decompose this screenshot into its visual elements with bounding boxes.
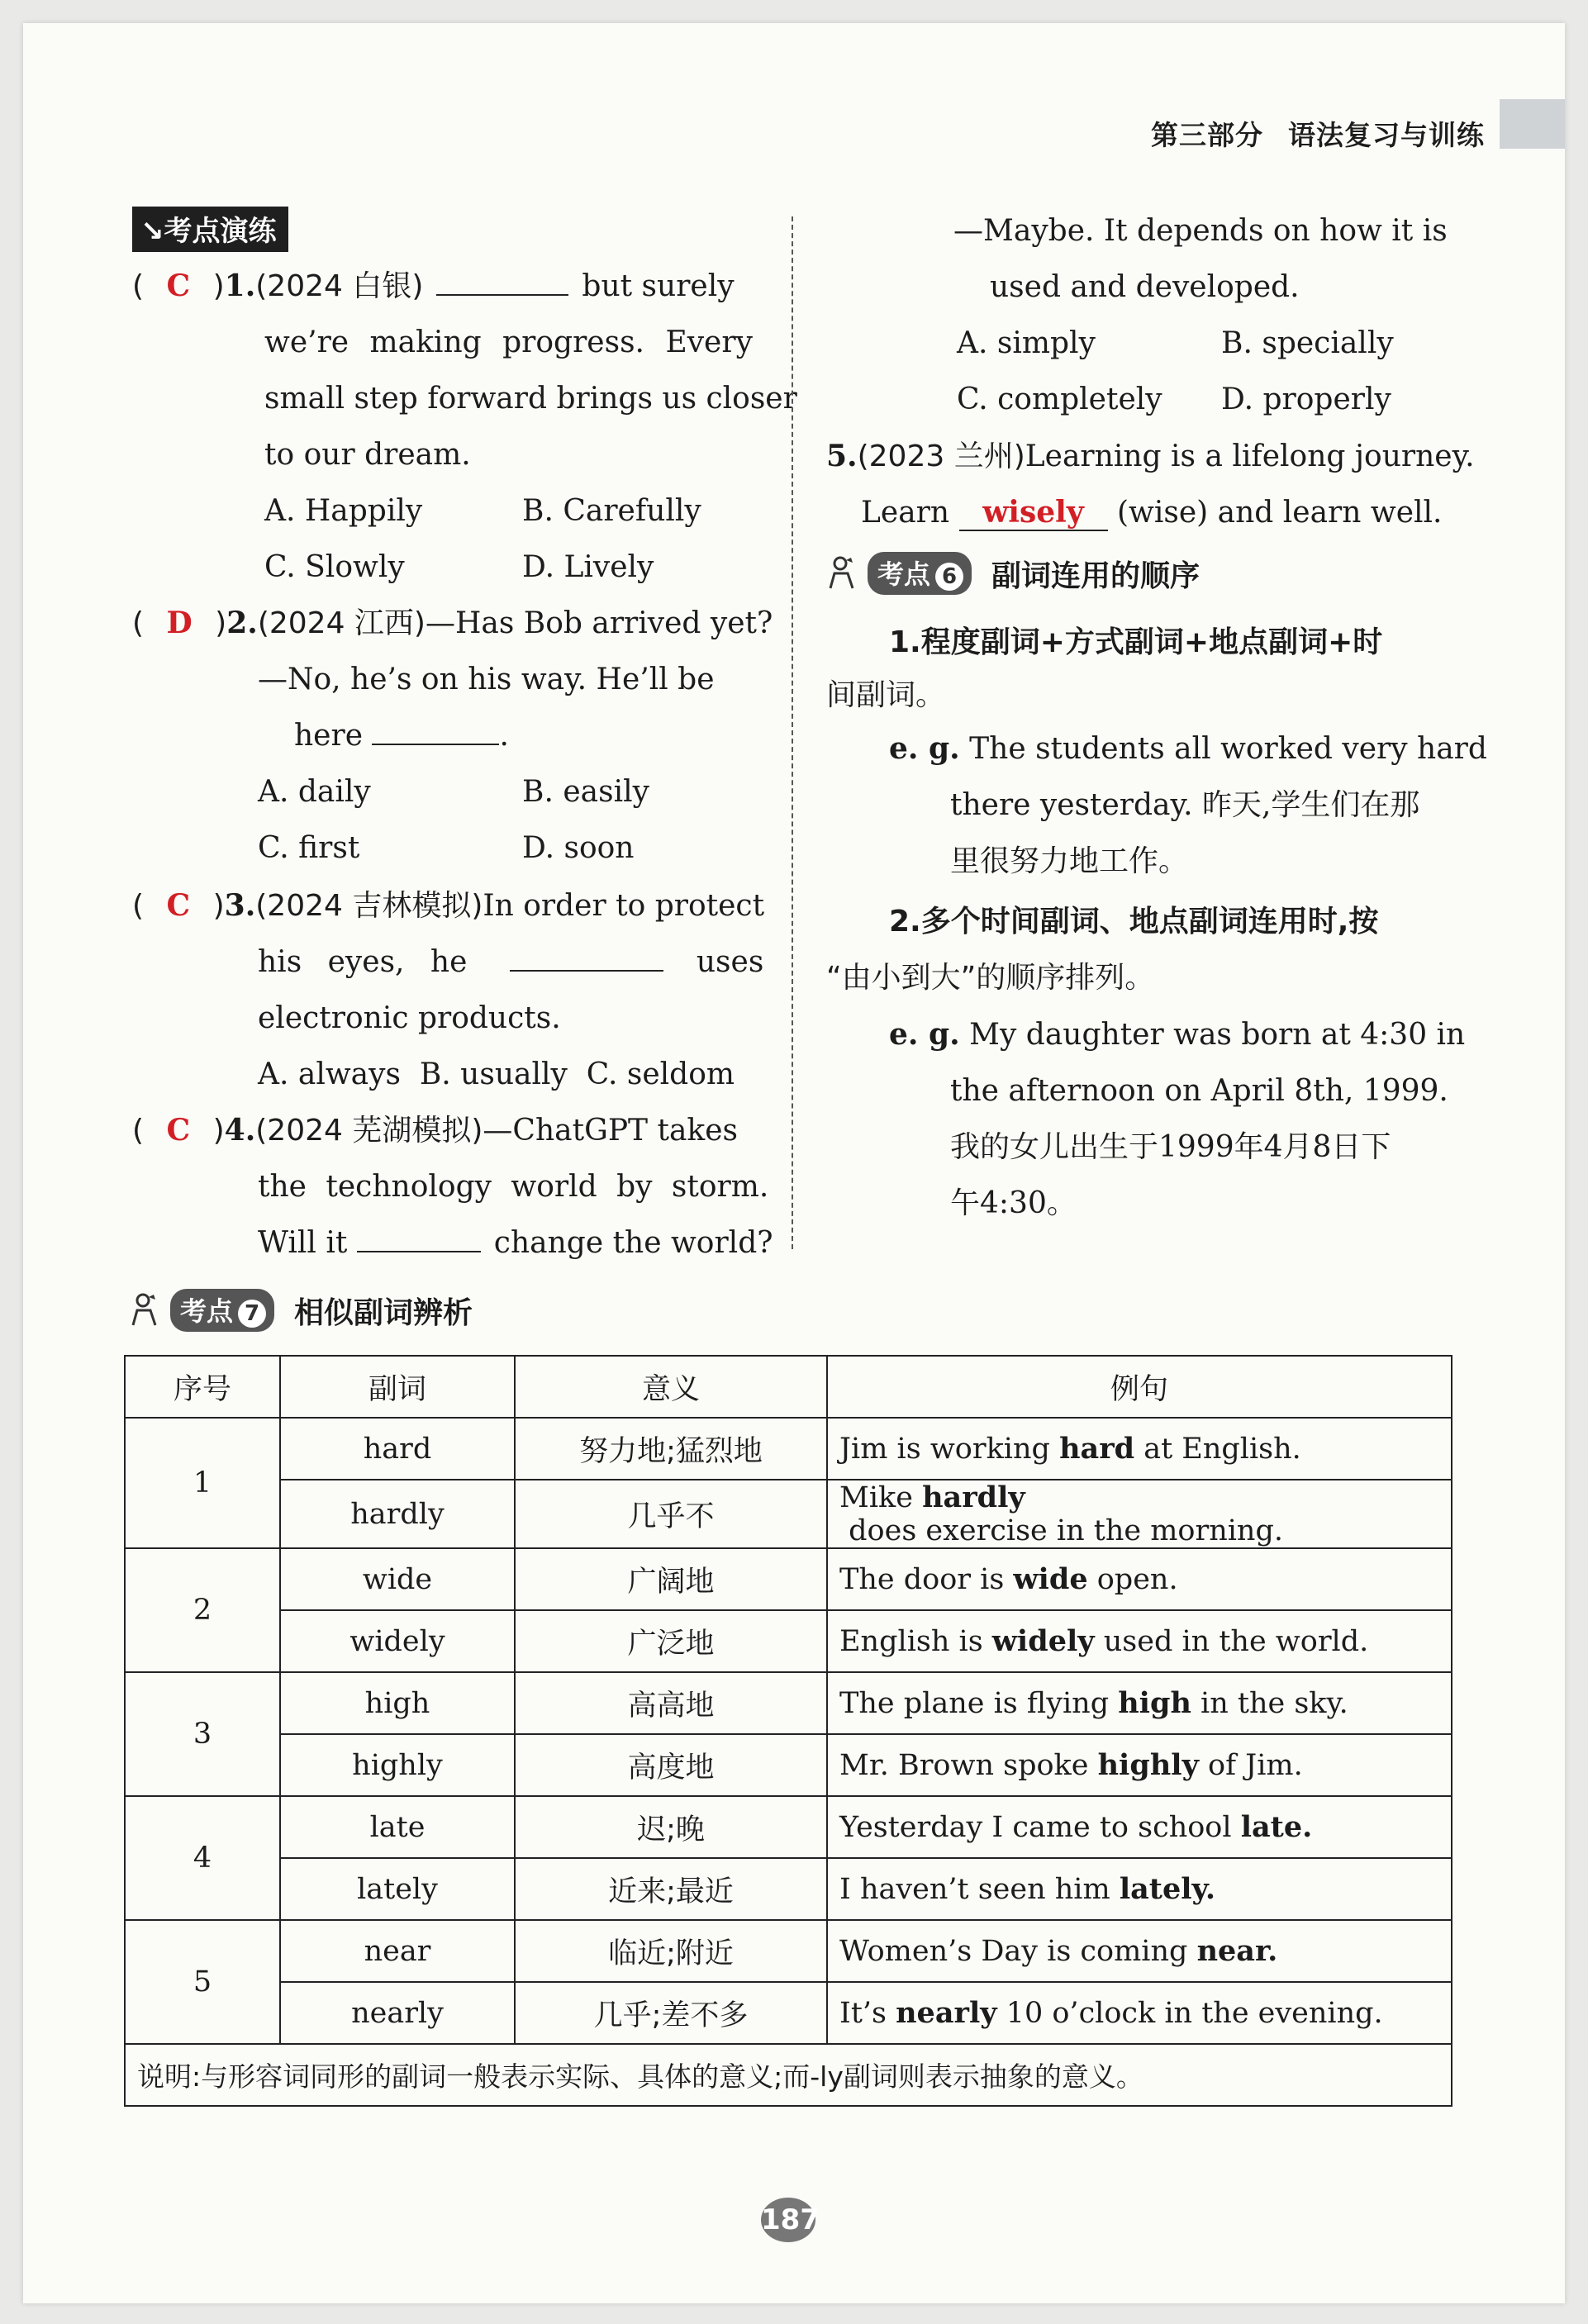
table-row xyxy=(125,1858,1452,1920)
blank-2[interactable] xyxy=(372,719,499,745)
table-note-row xyxy=(125,2044,1452,2106)
kaodian-6-heading: 考点 6 副词连用的顺序 xyxy=(826,552,1200,595)
question-4: ( C )4.(2024 芜湖模拟)—ChatGPT takes the technology world by storm. Will it change the world? xyxy=(132,1113,773,1260)
header-section: 语法复习与训练 xyxy=(1288,119,1485,151)
option-d: D. Lively xyxy=(522,550,654,584)
question-4-continued: —Maybe. It depends on how it is used and developed. A. simply B. specially C. completely D. properly xyxy=(953,214,1448,416)
example-cell: Yesterday I came to school late. xyxy=(827,1796,1452,1858)
meaning-cell: 临近;附近 xyxy=(515,1920,827,1982)
blank-3[interactable] xyxy=(510,945,663,972)
table-row xyxy=(125,1480,1452,1548)
answer-4: C xyxy=(166,1113,191,1148)
example-cell: It’s nearly 10 o’clock in the evening. xyxy=(827,1982,1452,2044)
student-icon xyxy=(826,555,863,592)
kaodian-number: 7 xyxy=(238,1300,266,1328)
example-cell: Mr. Brown spoke highly of Jim. xyxy=(827,1734,1452,1796)
meaning-cell: 广阔地 xyxy=(515,1548,827,1610)
meaning-cell: 努力地;猛烈地 xyxy=(515,1418,827,1480)
source-5: (2023 兰州) xyxy=(857,440,1025,473)
option-b: B. Carefully xyxy=(522,494,701,528)
question-1: ( C )1.(2024 白银) but surely we’re making progress. Every small step forward brings us closer to our dream. A. Happily B. Carefully C. Slowly D. Lively xyxy=(132,258,797,596)
kaodian-number: 6 xyxy=(935,563,963,591)
blank-1[interactable] xyxy=(436,269,568,296)
kaodian-title: 副词连用的顺序 xyxy=(991,558,1201,593)
adverb-cell: nearly xyxy=(280,1982,515,2044)
example-cell: The door is wide open. xyxy=(827,1548,1452,1610)
example-cell: I haven’t seen him lately. xyxy=(827,1858,1452,1920)
meaning-cell: 高高地 xyxy=(515,1672,827,1734)
question-3: ( C )3.(2024 吉林模拟)In order to protect his eyes, he uses electronic products. A. always B. usually C. seldom xyxy=(132,888,765,1091)
meaning-cell: 广泛地 xyxy=(515,1610,827,1672)
col-header-number: 序号 xyxy=(125,1356,280,1418)
example-cell: English is widely used in the world. xyxy=(827,1610,1452,1672)
rule-1: 1.程度副词+方式副词+地点副词+时 间副词。 e. g. The students all worked very hard there yesterday. 昨天,学生们在那 里很努力地工作。 xyxy=(826,625,1487,878)
group-number: 2 xyxy=(125,1548,280,1672)
meaning-cell: 高度地 xyxy=(515,1734,827,1796)
meaning-cell: 几乎;差不多 xyxy=(515,1982,827,2044)
group-number: 1 xyxy=(125,1418,280,1548)
group-number: 4 xyxy=(125,1796,280,1920)
example-cell: Mike hardly does exercise in the morning. xyxy=(827,1480,1452,1548)
source-3: (2024 吉林模拟) xyxy=(255,889,483,923)
adverb-cell: wide xyxy=(280,1548,515,1610)
example-cell: The plane is flying high in the sky. xyxy=(827,1672,1452,1734)
answer-3: C xyxy=(166,888,191,923)
table-note: 说明:与形容词同形的副词一般表示实际、具体的意义;而-ly副词则表示抽象的意义。 xyxy=(125,2044,1452,2106)
adverb-comparison-table xyxy=(124,1355,1452,2107)
practice-heading xyxy=(132,207,288,252)
question-2: ( D )2.(2024 江西)—Has Bob arrived yet? —No, he’s on his way. He’ll be here . A. daily B. easily C. first D. soon xyxy=(132,606,773,865)
source-2: (2024 江西) xyxy=(257,606,426,640)
table-row xyxy=(125,1920,1452,1982)
rule-2: 2.多个时间副词、地点副词连用时,按 “由小到大”的顺序排列。 e. g. My daughter was born at 4:30 in the afternoon on April 8th, 1999. 我的女儿出生于1999年4月8日下 午4:30。 xyxy=(826,905,1466,1220)
adverb-cell: near xyxy=(280,1920,515,1982)
answer-5: wisely xyxy=(982,495,1084,530)
source-4: (2024 芜湖模拟) xyxy=(255,1114,483,1148)
adverb-cell: late xyxy=(280,1796,515,1858)
group-number: 5 xyxy=(125,1920,280,2044)
practice-tag: 考点演练 xyxy=(164,215,277,248)
header-decor xyxy=(1500,99,1565,149)
question-5: 5.(2023 兰州)Learning is a lifelong journey. Learn wisely (wise) and learn well. xyxy=(826,439,1475,530)
page-number: 187 xyxy=(761,2198,815,2242)
group-number: 3 xyxy=(125,1672,280,1796)
adverb-cell: widely xyxy=(280,1610,515,1672)
blank-4[interactable] xyxy=(357,1226,481,1252)
source-1: (2024 白银) xyxy=(255,269,424,303)
table-row xyxy=(125,1796,1452,1858)
column-divider xyxy=(792,216,793,1249)
table-row xyxy=(125,1548,1452,1610)
meaning-cell: 几乎不 xyxy=(515,1480,827,1548)
table-row xyxy=(125,1418,1452,1480)
arrow-icon: ↘ xyxy=(140,215,164,248)
adverb-cell: hard xyxy=(280,1418,515,1480)
kaodian-7-heading: 考点 7 相似副词辨析 xyxy=(129,1289,473,1332)
option-a: A. Happily xyxy=(264,494,423,528)
example-cell: Women’s Day is coming near. xyxy=(827,1920,1452,1982)
page-header xyxy=(1151,114,1485,153)
meaning-cell: 迟;晚 xyxy=(515,1796,827,1858)
kaodian-title: 相似副词辨析 xyxy=(294,1295,473,1330)
table-row xyxy=(125,1734,1452,1796)
adverb-cell: hardly xyxy=(280,1480,515,1548)
option-c: C. Slowly xyxy=(264,550,405,584)
col-header-adverb: 副词 xyxy=(280,1356,515,1418)
answer-1: C xyxy=(166,269,191,303)
adverb-cell: high xyxy=(280,1672,515,1734)
table-row xyxy=(125,1982,1452,2044)
meaning-cell: 近来;最近 xyxy=(515,1858,827,1920)
answer-2: D xyxy=(166,606,193,640)
table-row xyxy=(125,1672,1452,1734)
example-cell: Jim is working hard at English. xyxy=(827,1418,1452,1480)
adverb-cell: lately xyxy=(280,1858,515,1920)
col-header-example: 例句 xyxy=(827,1356,1452,1418)
blank-5[interactable] xyxy=(959,496,1108,531)
table-row xyxy=(125,1610,1452,1672)
col-header-meaning: 意义 xyxy=(515,1356,827,1418)
adverb-cell: highly xyxy=(280,1734,515,1796)
header-part: 第三部分 xyxy=(1151,119,1263,151)
student-icon xyxy=(129,1292,165,1328)
table-header-row xyxy=(125,1356,1452,1418)
